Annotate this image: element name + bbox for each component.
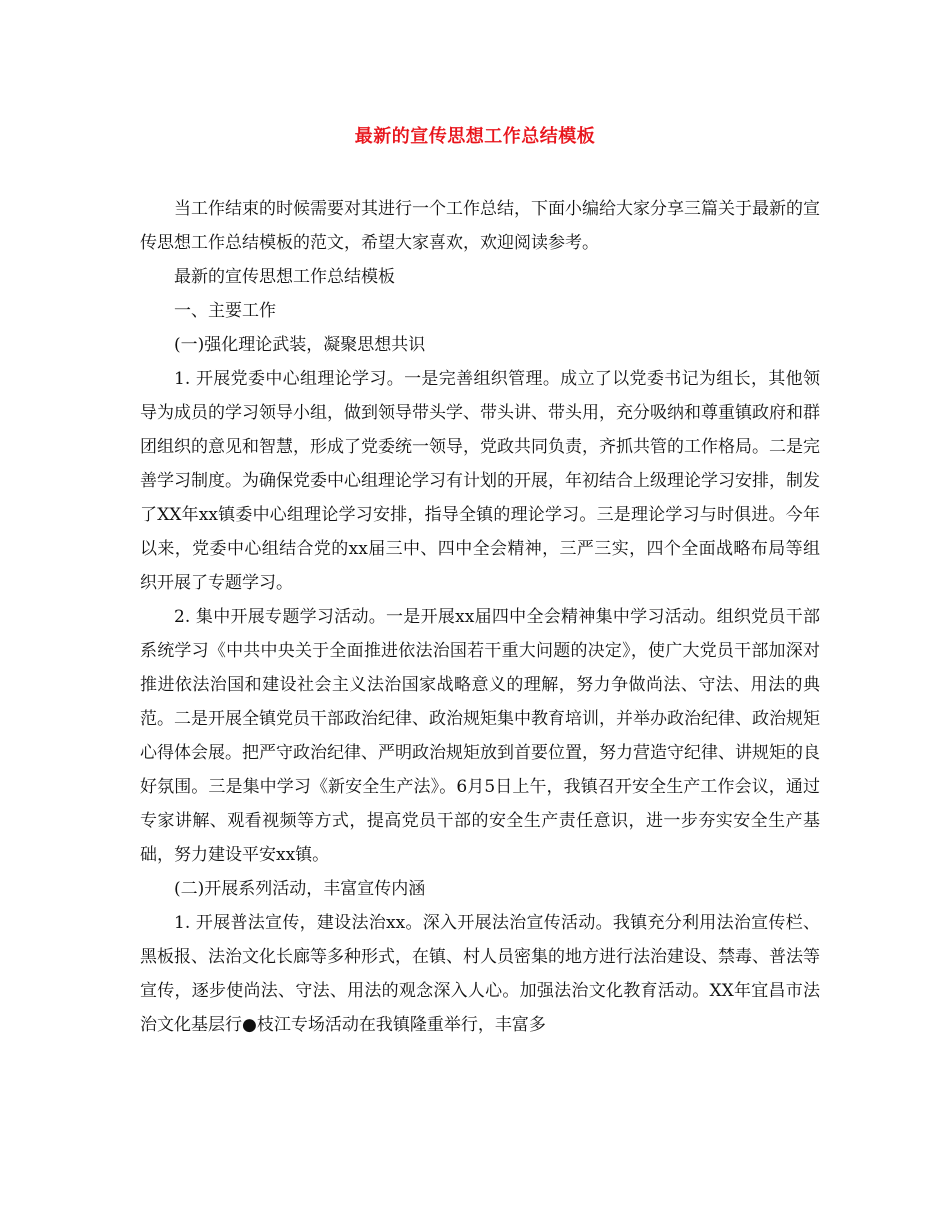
section-heading-main-work: 一、主要工作 xyxy=(174,301,276,321)
paragraph-item-1-1: 1. 开展党委中心组理论学习。一是完善组织管理。成立了以党委书记为组长，其他领导为成员的学习领导小组，做到领导带头学、带头讲、带头用，充分吸纳和尊重镇政府和群团组织的意见和智慧，形成了党委统一领导，党政共同负责，齐抓共管的工作格局。二是完善学习制度。为确保党委中心组理论学习有计划的开展，年初结合上级理论学习安排，制发了XX年xx镇委中心组理论学习安排，指导全镇的理论学习。三是理论学习与时俱进。今年以来，党委中心组结合党的xx届三中、四中全会精神，三严三实，四个全面战略布局等组织开展了专题学习。 xyxy=(140,369,820,593)
paragraph-item-2-1: 1. 开展普法宣传，建设法治xx。深入开展法治宣传活动。我镇充分利用法治宣传栏、黑板报、法治文化长廊等多种形式，在镇、村人员密集的地方进行法治建设、禁毒、普法等宣传，逐步使尚法、守法、用法的观念深入人心。加强法治文化教育活动。XX年宜昌市法治文化基层行●枝江专场活动在我镇隆重举行，丰富多 xyxy=(140,913,820,1035)
paragraph-subtitle: 最新的宣传思想工作总结模板 xyxy=(174,267,395,287)
subsection-heading-1: (一)强化理论武装，凝聚思想共识 xyxy=(174,335,426,355)
paragraph-intro: 当工作结束的时候需要对其进行一个工作总结，下面小编给大家分享三篇关于最新的宣传思想工作总结模板的范文，希望大家喜欢，欢迎阅读参考。 xyxy=(140,199,820,253)
document-title: 最新的宣传思想工作总结模板 xyxy=(354,126,596,147)
subsection-heading-2: (二)开展系列活动，丰富宣传内涵 xyxy=(174,879,426,899)
paragraph-item-1-2: 2. 集中开展专题学习活动。一是开展xx届四中全会精神集中学习活动。组织党员干部系统学习《中共中央关于全面推进依法治国若干重大问题的决定》，使广大党员干部加深对推进依法治国和建设社会主义法治国家战略意义的理解，努力争做尚法、守法、用法的典范。二是开展全镇党员干部政治纪律、政治规矩集中教育培训，并举办政治纪律、政治规矩心得体会展。把严守政治纪律、严明政治规矩放到首要位置，努力营造守纪律、讲规矩的良好氛围。三是集中学习《新安全生产法》。6月5日上午，我镇召开安全生产工作会议，通过专家讲解、观看视频等方式，提高党员干部的安全生产责任意识，进一步夯实安全生产基础，努力建设平安xx镇。 xyxy=(140,607,820,865)
document-body xyxy=(140,192,820,1042)
